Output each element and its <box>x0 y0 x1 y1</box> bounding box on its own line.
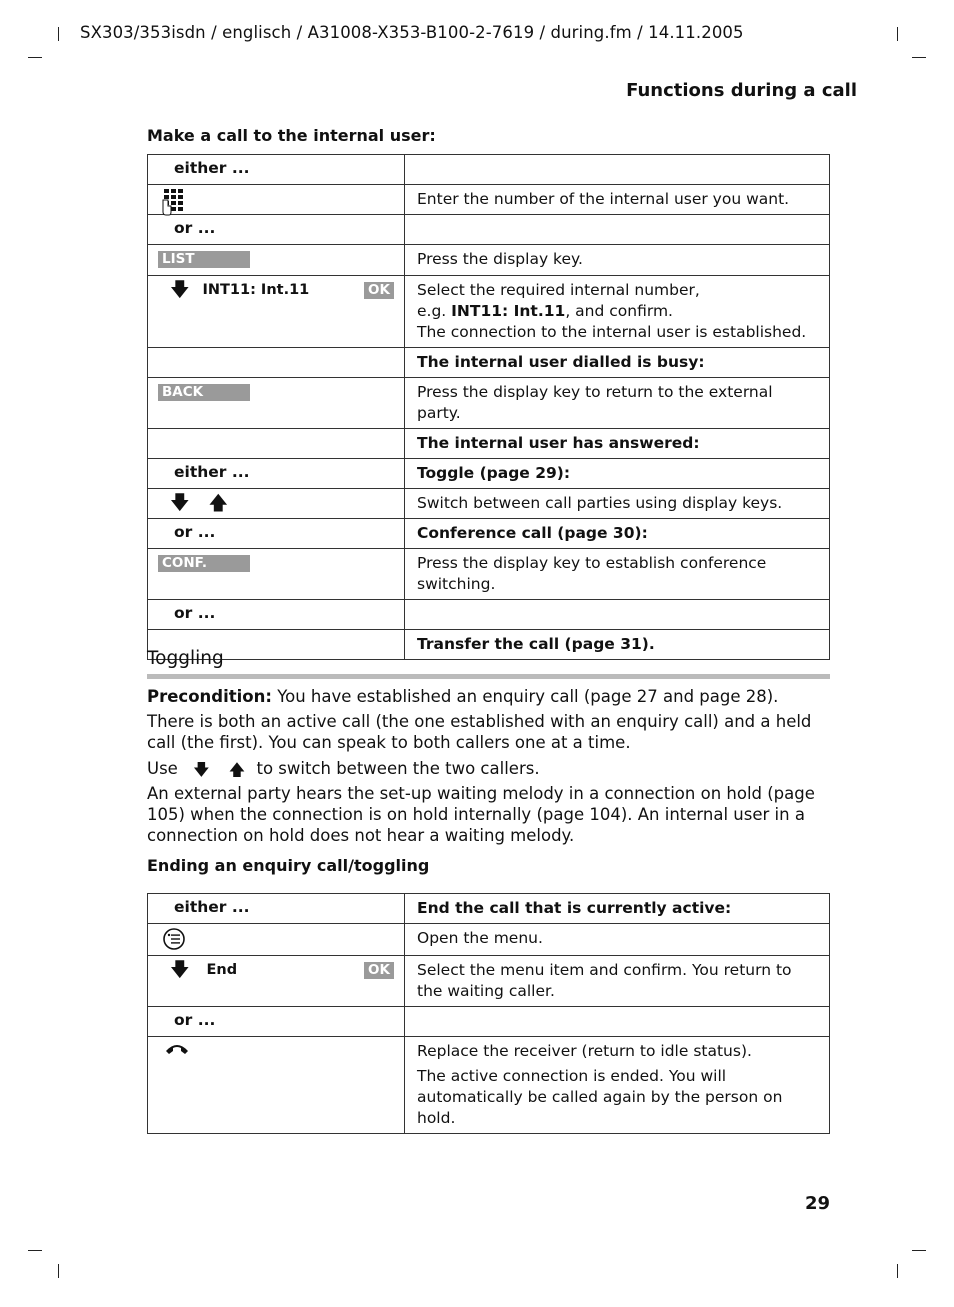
table-row <box>148 1007 830 1037</box>
paragraph: An external party hears the set-up waiting melody in a connection on hold (page 105) when the connection is on hold internally (page 104). An internal user in a connection on hold does not hear a waiting melody. <box>147 784 815 845</box>
step-text: Press the display key to return to the external party. <box>405 378 830 429</box>
table-row <box>148 429 830 459</box>
back-display-key[interactable]: BACK <box>158 384 250 401</box>
step-text-line: The active connection is ended. You will automatically be called again by the person on hold. <box>417 1067 783 1127</box>
end-call-icon[interactable] <box>164 1040 190 1062</box>
use-rest-text: to switch between the two callers. <box>256 759 540 778</box>
table-row <box>148 519 830 549</box>
precondition-text: You have established an enquiry call (page 27 and page 28). <box>271 687 779 706</box>
ok-display-key[interactable]: OK <box>364 962 394 979</box>
step-text: Select the menu item and confirm. You return to the waiting caller. <box>405 956 830 1007</box>
menu-entry-end: End <box>206 962 238 978</box>
ok-display-key[interactable]: OK <box>364 282 394 299</box>
step-text <box>405 600 830 630</box>
step-text <box>405 1007 830 1037</box>
table-row <box>148 348 830 378</box>
step-text <box>405 1037 830 1134</box>
table-row <box>148 894 830 924</box>
menu-entry-reference: INT11: Int.11 <box>451 302 566 320</box>
table-row <box>148 245 830 276</box>
table-row <box>148 489 830 519</box>
internal-call-steps-table <box>147 154 830 660</box>
step-text-line: Select the required internal number, <box>417 281 700 299</box>
paragraph: There is both an active call (the one established with an enquiry call) and a held call (the first). You can speak to both callers one at a time. <box>147 712 812 752</box>
conf-display-key[interactable]: CONF. <box>158 555 250 572</box>
crop-mark <box>897 1264 898 1278</box>
either-label: either ... <box>174 898 250 916</box>
arrow-up-icon: 🡅 <box>228 760 246 779</box>
step-text <box>405 155 830 185</box>
document-header: SX303/353isdn / englisch / A31008-X353-B100-2-7619 / during.fm / 14.11.2005 <box>80 23 744 42</box>
step-text: Press the display key to establish conference switching. <box>405 549 830 600</box>
crop-mark <box>912 57 926 58</box>
table-row <box>148 600 830 630</box>
table-row <box>148 459 830 489</box>
step-heading: End the call that is currently active: <box>405 894 830 924</box>
crop-mark <box>28 57 42 58</box>
or-label: or ... <box>174 523 216 541</box>
precondition-paragraph <box>147 686 837 707</box>
arrow-up-icon[interactable]: 🡅 <box>208 492 229 514</box>
or-label: or ... <box>174 604 216 622</box>
step-heading: Transfer the call (page 31). <box>405 630 830 660</box>
arrow-down-icon: 🡇 <box>170 279 190 301</box>
table-row <box>148 276 830 348</box>
table-row <box>148 924 830 956</box>
section-label-make-call: Make a call to the internal user: <box>147 126 436 145</box>
either-label: either ... <box>174 463 250 481</box>
precondition-label: Precondition: <box>147 687 272 706</box>
list-display-key[interactable]: LIST <box>158 251 250 268</box>
toggling-heading: Toggling <box>147 648 224 669</box>
step-text: Press the display key. <box>405 245 830 276</box>
or-label: or ... <box>174 219 216 237</box>
table-row <box>148 378 830 429</box>
arrow-down-icon: 🡇 <box>193 760 210 779</box>
menu-key-icon[interactable] <box>162 927 186 955</box>
toggle-usage-paragraph <box>147 758 837 780</box>
step-heading: Toggle (page 29): <box>405 459 830 489</box>
running-head: Functions during a call <box>626 80 857 101</box>
table-row <box>148 155 830 185</box>
table-row <box>148 1037 830 1134</box>
step-text <box>405 215 830 245</box>
ending-steps-table <box>147 893 830 1134</box>
crop-mark <box>28 1250 42 1251</box>
step-text-line: The connection to the internal user is established. <box>417 323 807 341</box>
step-text: Switch between call parties using display keys. <box>405 489 830 519</box>
table-row <box>148 215 830 245</box>
either-label: either ... <box>174 159 250 177</box>
page-number: 29 <box>804 1193 830 1214</box>
crop-mark <box>912 1250 926 1251</box>
step-text-line: , and confirm. <box>565 302 673 320</box>
arrow-down-icon: 🡇 <box>170 959 190 981</box>
step-text-line: e.g. <box>417 302 452 320</box>
crop-mark <box>58 27 59 41</box>
step-text: Open the menu. <box>405 924 830 956</box>
step-heading: The internal user dialled is busy: <box>405 348 830 378</box>
heading-rule <box>147 674 830 679</box>
step-text-line: Replace the receiver (return to idle status). <box>417 1042 752 1060</box>
or-label: or ... <box>174 1011 216 1029</box>
step-heading: The internal user has answered: <box>405 429 830 459</box>
keypad-icon <box>160 188 186 214</box>
use-text: Use <box>147 759 178 778</box>
menu-entry-int11: INT11: Int.11 <box>202 282 310 298</box>
table-row <box>148 185 830 215</box>
table-row <box>148 630 830 660</box>
table-row <box>148 549 830 600</box>
arrow-down-icon[interactable]: 🡇 <box>170 492 190 514</box>
step-text: Enter the number of the internal user you want. <box>405 185 830 215</box>
step-heading: Conference call (page 30): <box>405 519 830 549</box>
step-text <box>405 276 830 348</box>
section-label-ending: Ending an enquiry call/toggling <box>147 856 430 875</box>
crop-mark <box>897 27 898 41</box>
crop-mark <box>58 1264 59 1278</box>
table-row <box>148 956 830 1007</box>
